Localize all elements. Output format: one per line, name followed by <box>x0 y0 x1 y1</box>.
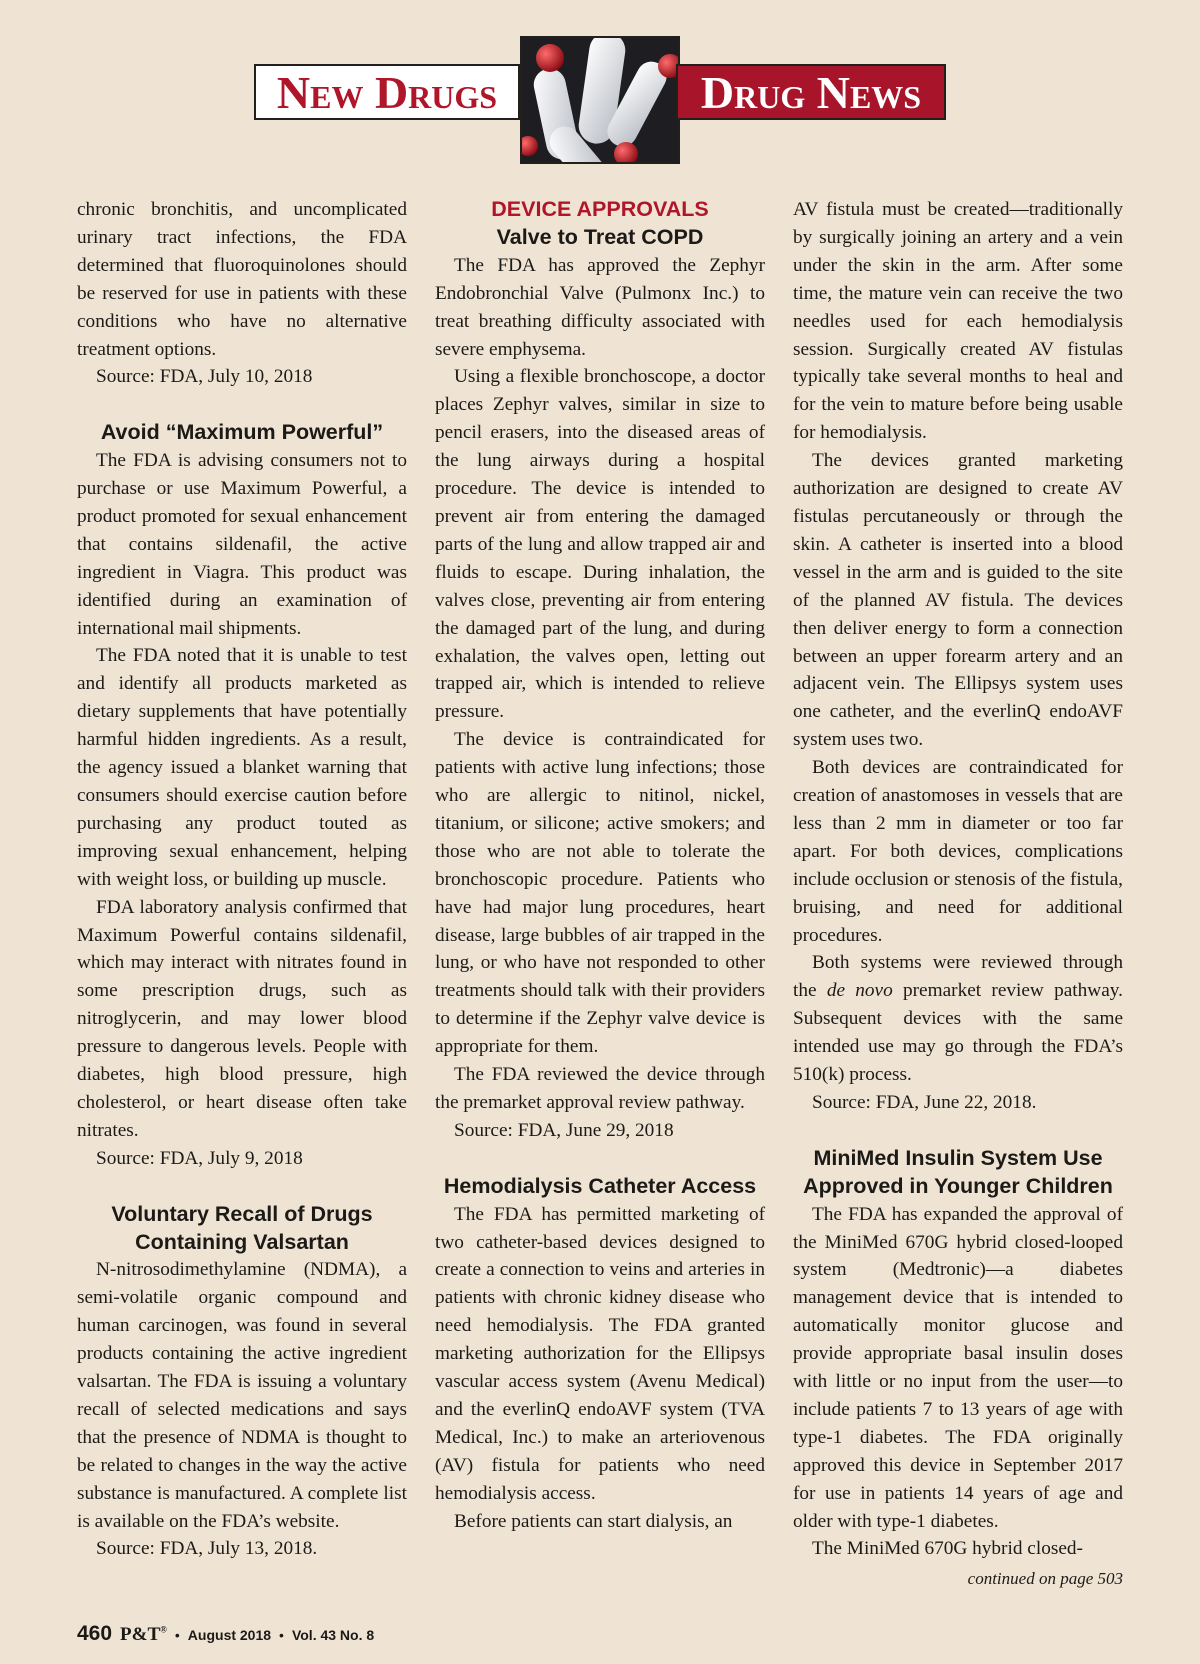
paragraph: The FDA noted that it is unable to test and identify all products marketed as dietary supplements that have potentially harmful hidden ingredients. As a result, the agency issued a blanket warning that consumers should exercise caution before purchasing any product touted as improving sexual enhancement, helping with weight loss, or building up muscle. <box>77 645 407 890</box>
paragraph: The FDA is advising consumers not to purchase or use Maximum Powerful, a product promoted for sexual enhancement that contains sildenafil, the active ingredient in Viagra. This product was identified during an examination of international mail shipments. <box>77 450 407 639</box>
separator: • <box>174 1627 180 1643</box>
source-line: Source: FDA, July 10, 2018 <box>96 366 313 388</box>
publication-name <box>120 1624 167 1646</box>
paragraph <box>793 949 1123 1089</box>
source-line: Source: FDA, June 22, 2018. <box>812 1092 1037 1113</box>
volume-number: Vol. 43 No. 8 <box>291 1627 375 1643</box>
page-number: 460 <box>77 1622 113 1645</box>
paragraph: The device is contraindicated for patients with active lung infections; those who are allergic to nitinol, nickel, titanium, or silicone; active smokers; and those who are not able to tolerate the bronchoscopic procedure. Patients who have had major lung procedures, heart disease, large bubbles of air trapped in the lung, or who have not responded to other treatments should talk with their providers to determine if the Zephyr valve device is appropriate for them. <box>435 729 765 1058</box>
heading-valsartan-line2: Containing Valsartan <box>135 1229 349 1254</box>
registered-mark: ® <box>160 1624 167 1635</box>
heading-maximum-powerful: Avoid “Maximum Powerful” <box>100 420 384 445</box>
column-1 <box>77 196 407 1563</box>
section-label-new-drugs: New Drugs <box>254 64 520 120</box>
publication-title: P&T <box>120 1624 161 1645</box>
heading-minimed-line2: Approved in Younger Children <box>803 1173 1113 1198</box>
paragraph: The FDA reviewed the device through the premarket approval review pathway. <box>435 1064 765 1113</box>
paragraph: The MiniMed 670G hybrid closed- <box>812 1538 1083 1560</box>
masthead <box>0 0 1200 180</box>
paragraph: Using a flexible bronchoscope, a doctor places Zephyr valves, similar in size to pencil erasers, into the diseased areas of the lung airways during a hospital procedure. The device is intended to prevent air from entering the damaged parts of the lung and allow trapped air and fluids to escape. During inhalation, the valves close, preventing air from entering the damaged part of the lung, and during exhalation, the valves open, letting out trapped air, which is intended to relieve pressure. <box>435 366 765 723</box>
paragraph: Both devices are contraindicated for creation of anastomoses in vessels that are less than 2 mm in diameter or too far apart. For both devices, complications include occlusion or stenosis of the fistula, bruising, and need for additional procedures. <box>793 757 1123 946</box>
paragraph: The FDA has approved the Zephyr Endobronchial Valve (Pulmonx Inc.) to treat breathing difficulty associated with severe emphysema. <box>435 254 765 360</box>
paragraph: AV fistula must be created—traditionally by surgically joining an artery and a vein under the skin in the arm. After some time, the mature vein can receive the two needles used for each hemodialysis session. Surgically created AV fistulas typically take several months to heal and for the vein to mature before being usable for hemodialysis. <box>793 199 1123 444</box>
text-run: premarket review pathway. Subsequent devices with the same intended use may go through the FDA’s 510(k) process. <box>793 980 1123 1086</box>
section-label-drug-news: Drug News <box>676 64 946 120</box>
pills-photo <box>520 36 680 164</box>
heading-valsartan-line1: Voluntary Recall of Drugs <box>111 1201 373 1226</box>
paragraph: The devices granted marketing authorization are designed to create AV fistulas percutaneously or through the skin. A catheter is inserted into a blood vessel in the arm and is guided to the site of the planned AV fistula. The devices then deliver energy to form a connection between an upper forearm artery and an adjacent vein. The Ellipsys system uses one catheter, and the everlinQ endoAVF system uses two. <box>793 450 1123 751</box>
paragraph: The FDA has expanded the approval of the MiniMed 670G hybrid closed-looped system (Medtronic)—a diabetes management device that is intended to automatically monitor glucose and provide appropriate basal insulin doses with little or no input from the user—to include patients 7 to 13 years of age with type-1 diabetes. The FDA originally approved this device in September 2017 for use in patients 14 years of age and older with type-1 diabetes. <box>793 1203 1123 1532</box>
column-3 <box>793 196 1123 1593</box>
heading-valve-copd: Valve to Treat COPD <box>496 224 704 249</box>
heading-minimed-line1: MiniMed Insulin System Use <box>813 1145 1103 1170</box>
pills-illustration <box>522 38 680 164</box>
source-line: Source: FDA, July 9, 2018 <box>96 1147 303 1169</box>
paragraph: N-nitrosodimethylamine (NDMA), a semi-volatile organic compound and human carcinogen, was found in several products containing the active ingredient valsartan. The FDA is issuing a voluntary recall of selected medications and says that the presence of NDMA is thought to be related to changes in the way the active substance is manufactured. A complete list is available on the FDA’s website. <box>77 1259 407 1532</box>
continued-note: continued on page 503 <box>967 1569 1123 1589</box>
heading-hemodialysis: Hemodialysis Catheter Access <box>443 1173 757 1198</box>
issue-date: August 2018 <box>187 1627 272 1643</box>
column-2 <box>435 196 765 1535</box>
paragraph: chronic bronchitis, and uncomplicated urinary tract infections, the FDA determined that fluoroquinolones should be reserved for use in patients with these conditions who have no alternative treatment options. <box>77 199 407 360</box>
text-run: Both systems were reviewed through the <box>793 952 1123 1002</box>
page-footer <box>77 1622 374 1646</box>
section-kicker-device-approvals: DEVICE APPROVALS <box>491 197 709 221</box>
paragraph: Before patients can start dialysis, an <box>454 1510 733 1532</box>
source-line: Source: FDA, June 29, 2018 <box>454 1119 674 1141</box>
paragraph: FDA laboratory analysis confirmed that Maximum Powerful contains sildenafil, which may interact with nitrates found in some prescription drugs, such as nitroglycerin, and may lower blood pressure to dangerous levels. People with diabetes, high blood pressure, high cholesterol, or heart disease often take nitrates. <box>77 896 407 1141</box>
source-line: Source: FDA, July 13, 2018. <box>96 1538 318 1560</box>
separator: • <box>279 1627 284 1643</box>
paragraph: The FDA has permitted marketing of two catheter-based devices designed to create a connection to veins and arteries in patients with chronic kidney disease who need hemodialysis. The FDA granted marketing authorization for the Ellipsys vascular access system (Avenu Medical) and the everlinQ endoAVF system (TVA Medical, Inc.) to make an arteriovenous (AV) fistula for patients who need hemodialysis access. <box>435 1203 765 1504</box>
italic-term: de novo <box>826 980 893 1002</box>
